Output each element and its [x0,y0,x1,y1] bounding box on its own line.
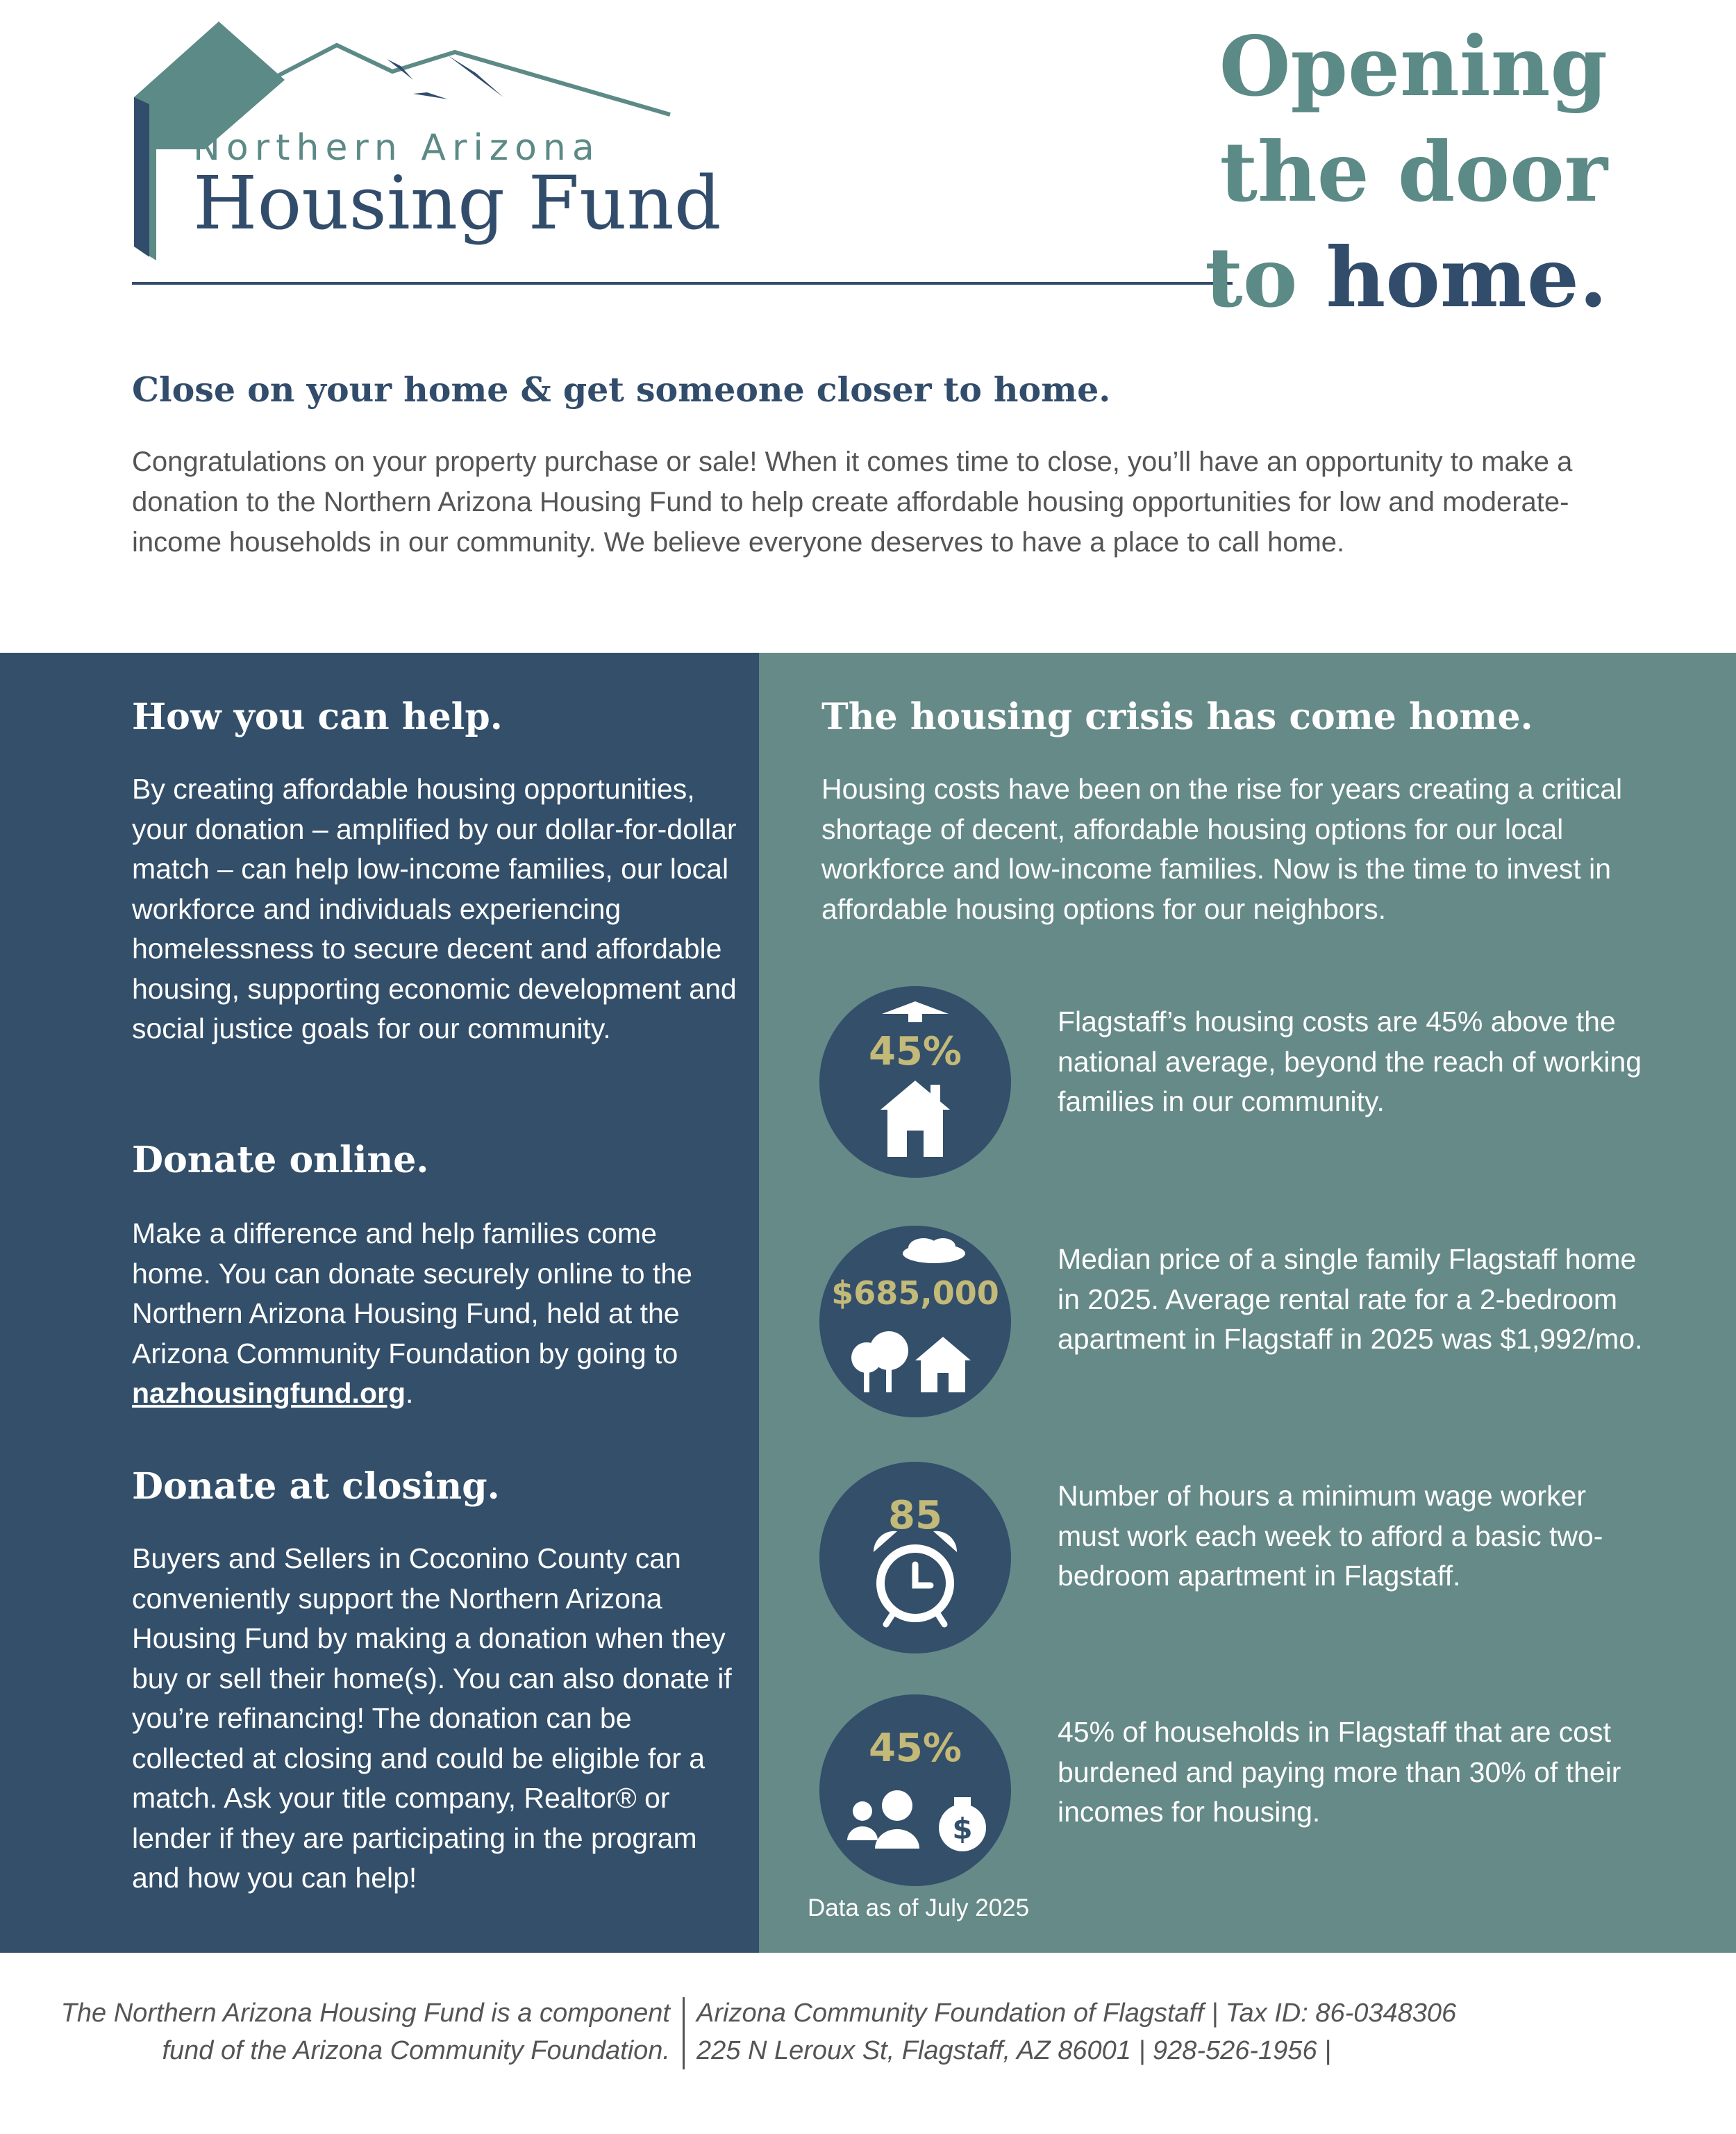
intro-paragraph: Congratulations on your property purchase or sale! When it comes time to close, you’ll have an opportunity to make a donation to the Northern Arizona Housing Fund to help create affordable housing opportunities for low and moderate-income households in our community. We believe everyone deserves to have a place to call home. [132,447,1573,558]
footer-right-line2: 225 N Leroux St, Flagstaff, AZ 86001 | 928-526-1956 | [696,2036,1332,2065]
donate-closing-heading: Donate at closing. [132,1465,500,1508]
house-with-arrow-icon [819,986,1011,1178]
tagline [1205,14,1608,331]
stat-circle-hours [819,1462,1011,1653]
tagline-line3 [1205,225,1608,331]
donate-online-heading: Donate online. [132,1139,429,1181]
footer-left-line2: fund of the Arizona Community Foundation. [162,2036,670,2065]
family-money-bag-icon [819,1694,1011,1886]
stat-circle-cost [819,986,1011,1178]
stat-text-price: Median price of a single family Flagstaff home in 2025. Average rental rate for a 2-bedroom apartment in Flagstaff in 2025 was $1,992/mo. [1058,1243,1643,1355]
stat-circle-households [819,1694,1011,1886]
logo-line2: Housing Fund [193,160,721,246]
intro-heading: Close on your home & get someone closer to home. [132,369,1111,410]
footer-right-line1: Arizona Community Foundation of Flagstaff | Tax ID: 86-0348306 [696,1999,1457,2028]
donate-link[interactable]: nazhousingfund.org [132,1377,406,1409]
stat-value-cost: 45% [868,1029,962,1074]
stat-value-households: 45% [868,1726,962,1771]
alarm-clock-icon [819,1462,1011,1653]
tagline-line1: Opening [1219,18,1608,115]
donate-online-text-end: . [405,1377,414,1409]
header-divider [132,282,1233,285]
stat-text-households: 45% of households in Flagstaff that are cost burdened and paying more than 30% of their incomes for housing. [1058,1716,1621,1828]
footer-divider [683,1997,685,2069]
tagline-line3-emphasis: home. [1326,229,1608,326]
help-heading: How you can help. [132,696,503,738]
donate-closing-paragraph: Buyers and Sellers in Coconino County can conveniently support the Northern Arizona Housing Fund by making a donation when they buy or sell their home(s). You can also donate if you’re refinancing! The donation can be collected at closing and could be eligible for a match. Ask your title company, Realtor® or lender if they are participating in the program and how you can help! [132,1542,732,1894]
tagline-line2: the door [1219,124,1608,220]
stat-text-hours: Number of hours a minimum wage worker must work each week to afford a basic two-bedroom apartment in Flagstaff. [1058,1480,1603,1592]
footer-right [696,1994,1456,2069]
tagline-line3-prefix: to [1205,229,1326,326]
svg-text:$: $ [952,1812,973,1846]
data-note: Data as of July 2025 [808,1894,1030,1922]
footer-left-line1: The Northern Arizona Housing Fund is a component [60,1999,670,2028]
donate-online-paragraph [132,1214,743,1414]
logo-line1: Northern Arizona [193,127,601,169]
footer-left [61,1994,670,2069]
stat-value-hours: 85 [888,1493,942,1538]
house-with-trees-icon [819,1226,1011,1417]
stat-text-cost: Flagstaff’s housing costs are 45% above the national average, beyond the reach of working families in our community. [1058,1006,1642,1117]
help-paragraph: By creating affordable housing opportunities, your donation – amplified by our dollar-for-dollar match – can help low-income families, our local workforce and individuals experiencing homelessness to secure decent and affordable housing, supporting economic development and social justice goals for our community. [132,773,737,1044]
crisis-heading: The housing crisis has come home. [821,696,1533,738]
stat-value-price: $685,000 [831,1274,999,1312]
stat-circle-price [819,1226,1011,1417]
crisis-paragraph: Housing costs have been on the rise for years creating a critical shortage of decent, affordable housing options for our local workforce and low-income families. Now is the time to invest in affordable housing options for our neighbors. [821,773,1623,925]
donate-online-text: Make a difference and help families come home. You can donate securely online to the Northern Arizona Housing Fund, held at the Arizona Community Foundation by going to [132,1217,692,1369]
